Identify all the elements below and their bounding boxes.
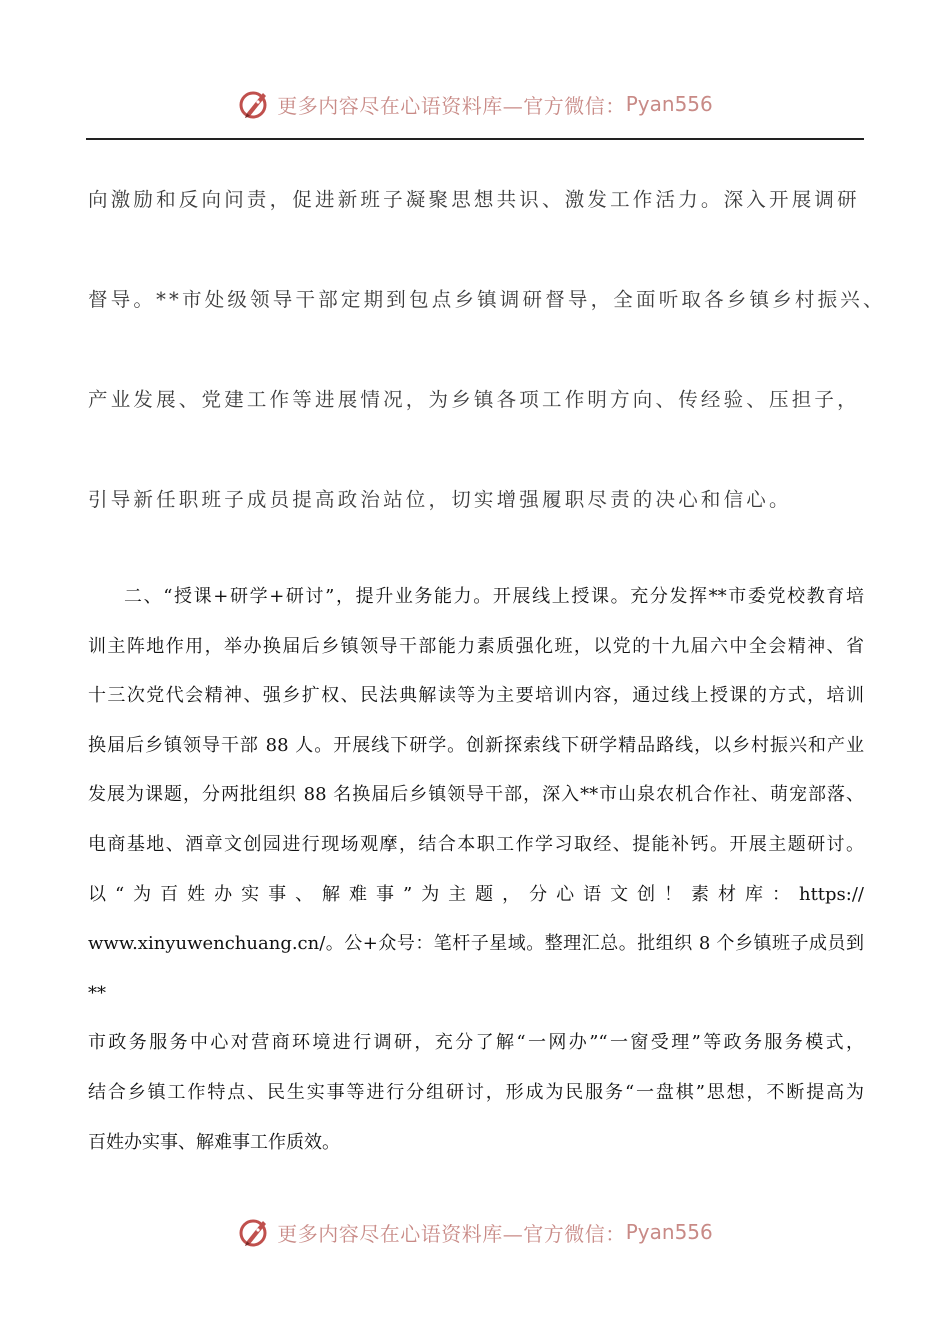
pen-logo-icon [237, 87, 271, 121]
text-line: 百姓办实事、解难事工作质效。 [88, 1131, 340, 1153]
text-line: www.xinyuwenchuang.cn/。公+众号：笔杆子星域。整理汇总。批组织 8 个乡镇班子成员到** [88, 933, 864, 1004]
text-line: 结合乡镇工作特点、民生实事等进行分组研讨，形成为民服务“一盘棋”思想，不断提高为 [88, 1081, 864, 1103]
text-line: 发展为课题，分两批组织 88 名换届后乡镇领导干部，深入**市山泉农机合作社、萌宠部落、 [88, 784, 864, 806]
text-line: 市政务服务中心对营商环境进行调研，充分了解“一网办”“一窗受理”等政务服务模式， [88, 1032, 864, 1054]
text-line: 二、“授课+研学+研讨”，提升业务能力。开展线上授课。充分发挥**市委党校教育培 [124, 586, 864, 607]
paragraph-continued [88, 150, 886, 550]
text-line: 产业发展、党建工作等进展情况，为乡镇各项工作明方向、传经验、压担子， [88, 388, 860, 411]
header-divider [86, 138, 864, 140]
page-header [0, 84, 950, 124]
text-line: 电商基地、酒章文创园进行现场观摩，结合本职工作学习取经、提能补钙。开展主题研讨。 [88, 833, 864, 855]
text-line: 训主阵地作用，举办换届后乡镇领导干部能力素质强化班，以党的十九届六中全会精神、省 [88, 635, 864, 657]
section-two-paragraph [88, 572, 864, 1167]
text-line: 引导新任职班子成员提高政治站位，切实增强履职尽责的决心和信心。 [88, 488, 792, 511]
header-wechat-id: Pyan556 [625, 92, 713, 116]
header-brand-text: 更多内容尽在心语资料库—官方微信： [277, 93, 626, 118]
text-line: 督导。**市处级领导干部定期到包点乡镇调研督导，全面听取各乡镇乡村振兴、 [88, 288, 886, 311]
page-footer [0, 1212, 950, 1252]
footer-wechat-id: Pyan556 [625, 1220, 713, 1244]
text-line: 换届后乡镇领导干部 88 人。开展线下研学。创新探索线下研学精品路线，以乡村振兴和产业 [88, 734, 864, 756]
pen-logo-icon [237, 1215, 271, 1249]
text-line: 以“为百姓办实事、解难事”为主题，分心语文创！素材库：https:// [88, 883, 864, 905]
text-line: 向激励和反向问责，促进新班子凝聚思想共识、激发工作活力。深入开展调研 [88, 188, 860, 211]
document-body [88, 150, 886, 1167]
text-line: 十三次党代会精神、强乡扩权、民法典解读等为主要培训内容，通过线上授课的方式，培训 [88, 685, 864, 707]
footer-brand-text: 更多内容尽在心语资料库—官方微信： [277, 1221, 626, 1246]
